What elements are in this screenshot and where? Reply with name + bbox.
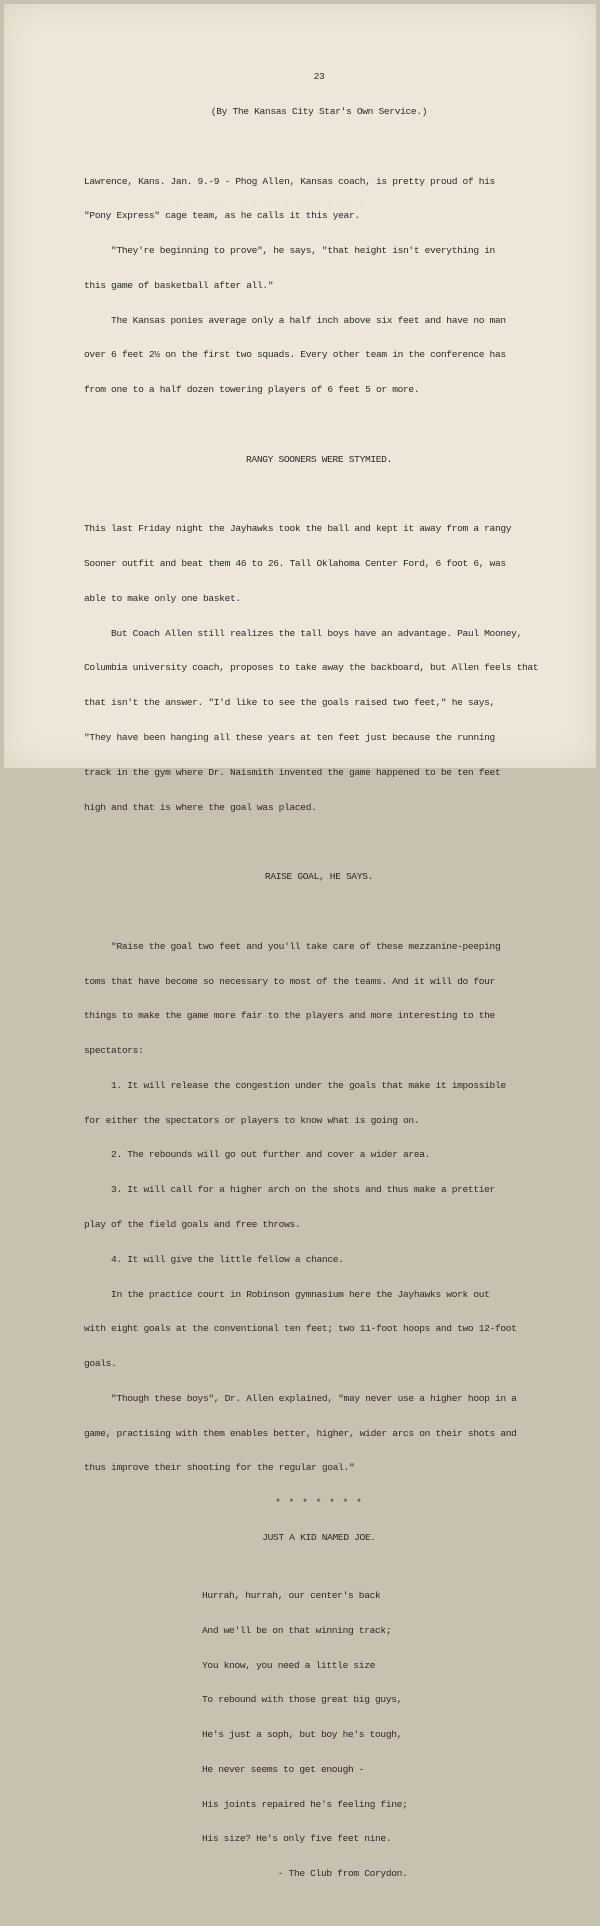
body-line: Sooner outfit and beat them 46 to 26. Tall Oklahoma Center Ford, 6 foot 6, was: [84, 558, 506, 570]
body-line: high and that is where the goal was placed.: [84, 801, 317, 813]
body-line: that isn't the answer. "I'd like to see the goals raised two feet," he says,: [84, 697, 495, 709]
poem-line: Hurrah, hurrah, our center's back: [202, 1589, 381, 1601]
poem-line: He never seems to get enough -: [202, 1763, 365, 1775]
intro-line: over 6 feet 2½ on the first two squads. Every other team in the conference has: [84, 349, 506, 361]
section-heading: RANGY SOONERS WERE STYMIED.: [246, 453, 392, 465]
body-line: able to make only one basket.: [84, 592, 241, 604]
body-line: with eight goals at the conventional ten feet; two 11-foot hoops and two 12-foot: [84, 1323, 517, 1335]
poem-line: You know, you need a little size: [202, 1659, 376, 1671]
page-number: 23: [313, 71, 325, 83]
intro-line: this game of basketball after all.": [84, 279, 274, 291]
body-line: 3. It will call for a higher arch on the shots and thus make a prettier: [84, 1184, 495, 1196]
body-line: thus improve their shooting for the regular goal.": [84, 1462, 355, 1474]
body-line: "Raise the goal two feet and you'll take care of these mezzanine-peeping: [84, 940, 501, 952]
poem-line: His joints repaired he's feeling fine;: [202, 1798, 408, 1810]
body-line: game, practising with them enables better, higher, wider arcs on their shots and: [84, 1427, 517, 1439]
separator: * * * * * * *: [275, 1497, 363, 1509]
poem-attribution: - The Club from Corydon.: [202, 1868, 408, 1880]
body-line: track in the gym where Dr. Naismith invented the game happened to be ten feet: [84, 766, 501, 778]
body-line: goals.: [84, 1358, 117, 1370]
body-line: for either the spectators or players to know what is going on.: [84, 1114, 420, 1126]
typewritten-text: [84, 48, 554, 1926]
poem-line: His size? He's only five feet nine.: [202, 1833, 392, 1845]
body-line: things to make the game more fair to the players and more interesting to the: [84, 1010, 495, 1022]
body-line: But Coach Allen still realizes the tall boys have an advantage. Paul Mooney,: [84, 627, 522, 639]
intro-line: "Pony Express" cage team, as he calls it this year.: [84, 210, 360, 222]
body-line: play of the field goals and free throws.: [84, 1218, 301, 1230]
intro-line: The Kansas ponies average only a half inch above six feet and have no man: [84, 314, 506, 326]
poem-line: To rebound with those great big guys,: [202, 1694, 403, 1706]
document-page: [4, 4, 596, 1880]
body-line: toms that have become so necessary to most of the teams. And it will do four: [84, 975, 495, 987]
source-line: (By The Kansas City Star's Own Service.): [210, 105, 428, 117]
body-line: 1. It will release the congestion under the goals that make it impossible: [84, 1079, 506, 1091]
intro-line: Lawrence, Kans. Jan. 9.-9 - Phog Allen, Kansas coach, is pretty proud of his: [84, 175, 495, 187]
body-line: This last Friday night the Jayhawks took the ball and kept it away from a rangy: [84, 523, 512, 535]
body-line: Columbia university coach, proposes to take away the backboard, but Allen feels that: [84, 662, 539, 674]
poem-line: He's just a soph, but boy he's tough,: [202, 1729, 403, 1741]
section-heading: RAISE GOAL, HE SAYS.: [264, 871, 374, 883]
body-line: "They have been hanging all these years at ten feet just because the running: [84, 732, 495, 744]
poem-line: And we'll be on that winning track;: [202, 1624, 392, 1636]
poem: [84, 1567, 554, 1903]
body-line: 4. It will give the little fellow a chance.: [84, 1253, 344, 1265]
poem-title: JUST A KID NAMED JOE.: [262, 1532, 376, 1543]
body-line: spectators:: [84, 1045, 144, 1057]
show-through-text: . . . . . . . . . . . . . . . . . . . .: [154, 194, 365, 204]
body-line: In the practice court in Robinson gymnasium here the Jayhawks work out: [84, 1288, 490, 1300]
intro-line: "They're beginning to prove", he says, "that height isn't everything in: [84, 245, 495, 257]
body-line: "Though these boys", Dr. Allen explained, "may never use a higher hoop in a: [84, 1392, 517, 1404]
body-line: 2. The rebounds will go out further and cover a wider area.: [84, 1149, 431, 1161]
intro-line: from one to a half dozen towering players of 6 feet 5 or more.: [84, 384, 420, 396]
